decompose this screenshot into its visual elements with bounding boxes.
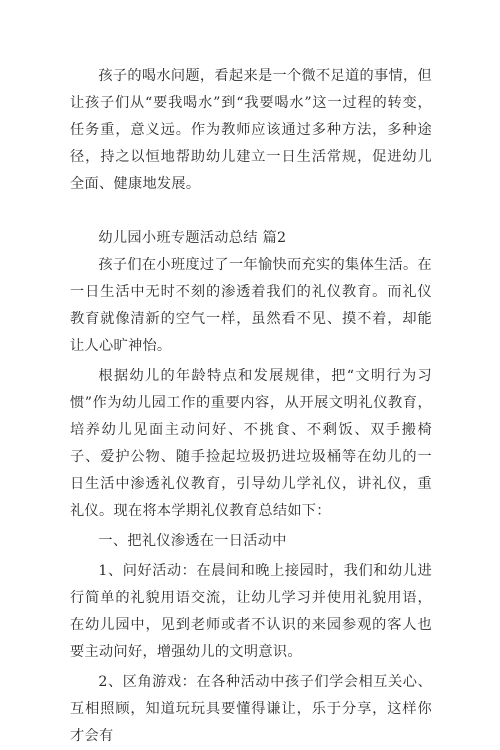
body-paragraph: 孩子们在小班度过了一年愉快而充实的集体生活。在一日生活中无时不刻的渗透着我们的礼仪教育。而礼仪教育就像清新的空气一样，虽然看不见、摸不着，却能让人心旷神怡。: [70, 257, 432, 354]
body-paragraph: 2、区角游戏：在各种活动中孩子们学会相互关心、互相照顾，知道玩玩具要懂得谦让，乐于分享，这样你才会有: [70, 674, 432, 744]
body-paragraph: 1、问好活动：在晨间和晚上接园时，我们和幼儿进行简单的礼貌用语交流，让幼儿学习并使用礼貌用语，在幼儿园中，见到老师或者不认识的来园参观的客人也要主动问好，增强幼儿的文明意识。: [70, 563, 432, 660]
sub-heading: 一、把礼仪渗透在一日活动中: [98, 533, 287, 549]
section-title: 幼儿园小班专题活动总结 篇2: [98, 230, 287, 246]
body-paragraph: 根据幼儿的年龄特点和发展规律，把“文明行为习惯”作为幼儿园工作的重要内容，从开展文明礼仪教育，培养幼儿见面主动问好、不挑食、不剩饭、双手搬椅子、爱护公物、随手捡起垃圾扔进垃圾桶等在幼儿的一日生活中渗透礼仪教育，引导幼儿学礼仪，讲礼仪，重礼仪。现在将本学期礼仪教育总结如下：: [70, 368, 432, 519]
section-gap: [70, 198, 432, 225]
intro-paragraph: 孩子的喝水问题，看起来是一个微不足道的事情，但让孩子们从“要我喝水”到“我要喝水”这一过程的转变，任务重，意义远。作为教师应该通过多种方法，多种途径，持之以恒地帮助幼儿建立一日生活常规，促进幼儿全面、健康地发展。: [70, 68, 432, 192]
